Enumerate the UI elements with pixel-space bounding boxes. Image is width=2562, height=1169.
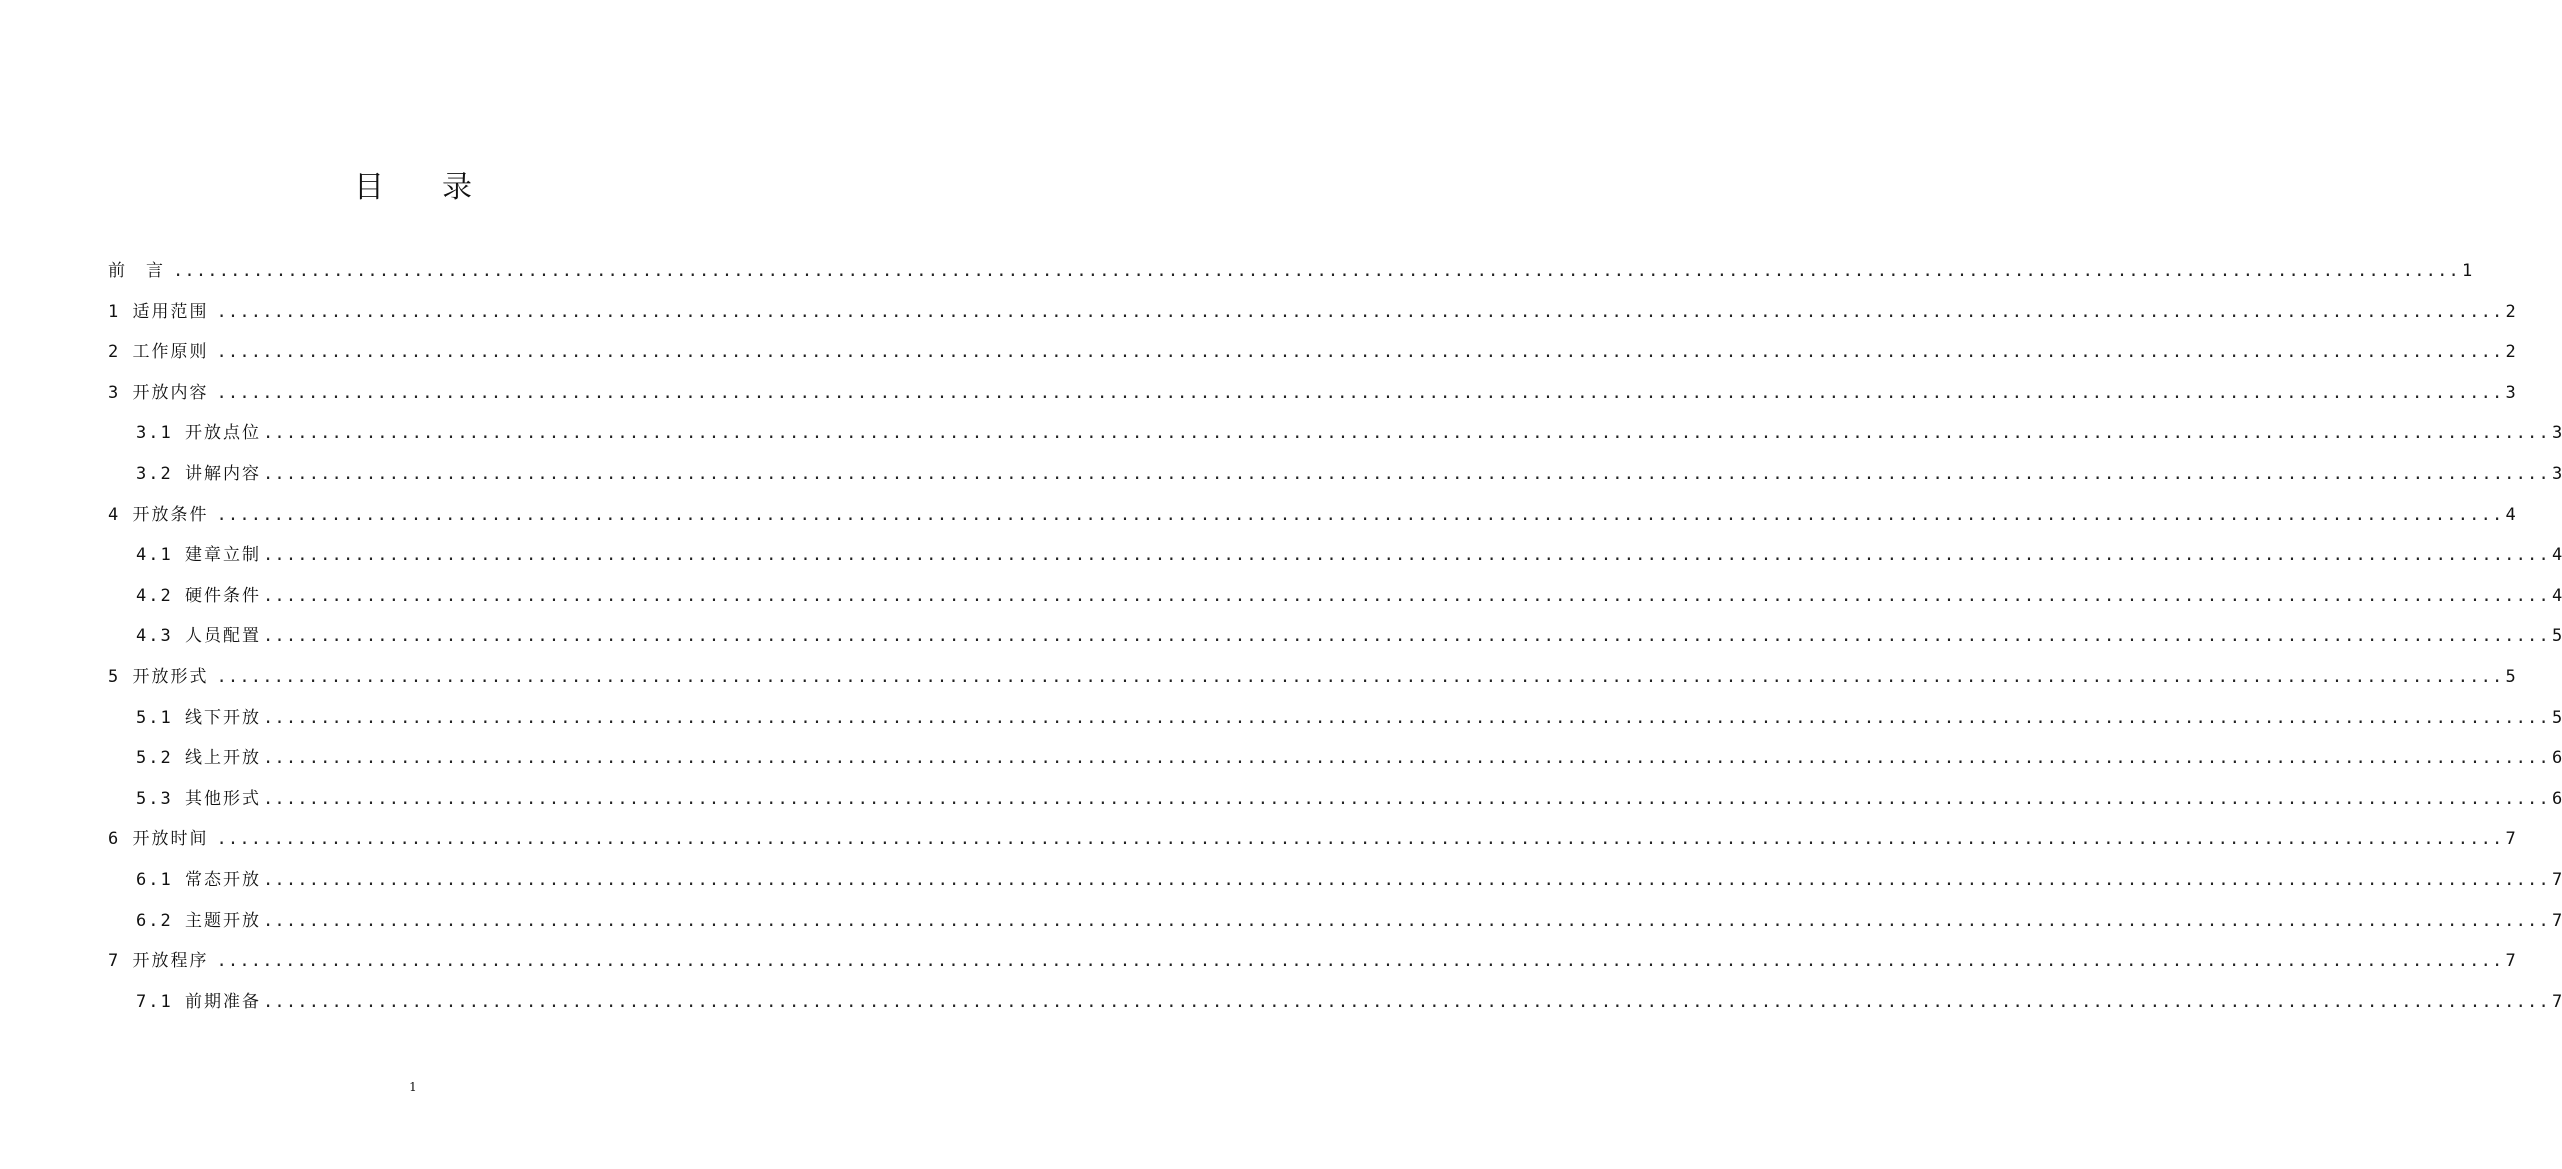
toc-entry[interactable] bbox=[108, 378, 2516, 419]
toc-entry[interactable] bbox=[108, 824, 2516, 865]
toc-leader-dots: ........................................................................................................................................................................................................ bbox=[216, 951, 2504, 972]
toc-entry-page: 2 bbox=[2505, 342, 2516, 363]
page-number: 1 bbox=[409, 1080, 417, 1094]
toc-leader-dots: ........................................................................................................................................................................................................ bbox=[262, 991, 2550, 1012]
toc-entry-page: 4 bbox=[2505, 504, 2516, 525]
toc-entry[interactable] bbox=[108, 418, 2562, 459]
toc-entry[interactable] bbox=[108, 906, 2562, 947]
toc-leader-dots: ........................................................................................................................................................................................................ bbox=[262, 748, 2550, 769]
toc-entry-label: 7 开放程序 bbox=[108, 951, 209, 972]
toc-entry-page: 3 bbox=[2551, 463, 2562, 484]
toc-entry[interactable] bbox=[108, 540, 2562, 581]
toc-leader-dots: ........................................................................................................................................................................................................ bbox=[216, 301, 2504, 322]
toc-leader-dots: ........................................................................................................................................................................................................ bbox=[216, 666, 2504, 687]
toc-entry[interactable] bbox=[108, 987, 2562, 1028]
toc-leader-dots: ........................................................................................................................................................................................................ bbox=[262, 545, 2550, 566]
toc-entry-label: 5.1 线下开放 bbox=[136, 707, 261, 728]
toc-entry[interactable] bbox=[108, 581, 2562, 622]
toc-entry-page: 7 bbox=[2551, 991, 2562, 1012]
toc-entry-page: 1 bbox=[2461, 261, 2473, 281]
toc-entry-label: 前 言 bbox=[108, 261, 165, 281]
toc-leader-dots: ........................................................................................................................................................................................................ bbox=[216, 504, 2504, 525]
toc-entry[interactable] bbox=[108, 662, 2516, 703]
toc-leader-dots: ........................................................................................................................................................................................................ bbox=[262, 626, 2550, 647]
toc-entry-page: 7 bbox=[2505, 951, 2516, 972]
toc-entry-label: 6 开放时间 bbox=[108, 829, 209, 850]
toc-entry-label: 5.3 其他形式 bbox=[136, 788, 261, 809]
toc-leader-dots: ........................................................................................................................................................................................................ bbox=[262, 707, 2550, 728]
toc-entry-page: 4 bbox=[2551, 545, 2562, 566]
toc-entry-label: 3.2 讲解内容 bbox=[136, 463, 261, 484]
toc-entry-label: 7.1 前期准备 bbox=[136, 991, 261, 1012]
toc-leader-dots: ........................................................................................................................................................................................................ bbox=[262, 423, 2550, 444]
toc-leader-dots: ........................................................................................................................................................................................................ bbox=[262, 910, 2550, 931]
toc-entry[interactable] bbox=[108, 500, 2516, 541]
toc-entry-label: 5.2 线上开放 bbox=[136, 748, 261, 769]
toc-entry[interactable] bbox=[108, 946, 2516, 987]
toc-entry-page: 6 bbox=[2551, 748, 2562, 769]
toc-entry-label: 3.1 开放点位 bbox=[136, 423, 261, 444]
toc-entry-page: 7 bbox=[2505, 829, 2516, 850]
toc-leader-dots: ........................................................................................................................................................................................................ bbox=[173, 261, 2460, 281]
toc-entry-label: 1 适用范围 bbox=[108, 301, 209, 322]
toc-entry[interactable] bbox=[108, 621, 2562, 662]
toc-entry[interactable] bbox=[108, 865, 2562, 906]
toc-entry-page: 5 bbox=[2505, 666, 2516, 687]
toc-leader-dots: ........................................................................................................................................................................................................ bbox=[216, 342, 2504, 363]
toc-entry[interactable] bbox=[108, 256, 2473, 297]
toc-entry-page: 7 bbox=[2551, 910, 2562, 931]
toc-entry-label: 3 开放内容 bbox=[108, 382, 209, 403]
toc-leader-dots: ........................................................................................................................................................................................................ bbox=[262, 585, 2550, 606]
table-of-contents bbox=[108, 256, 2562, 1027]
toc-entry-label: 4 开放条件 bbox=[108, 504, 209, 525]
toc-leader-dots: ........................................................................................................................................................................................................ bbox=[216, 382, 2504, 403]
toc-entry-label: 2 工作原则 bbox=[108, 342, 209, 363]
toc-entry[interactable] bbox=[108, 297, 2516, 338]
toc-entry-page: 4 bbox=[2551, 585, 2562, 606]
toc-entry[interactable] bbox=[108, 703, 2562, 744]
toc-entry[interactable] bbox=[108, 784, 2562, 825]
toc-entry-page: 5 bbox=[2551, 626, 2562, 647]
toc-leader-dots: ........................................................................................................................................................................................................ bbox=[262, 788, 2550, 809]
toc-entry-label: 6.2 主题开放 bbox=[136, 910, 261, 931]
toc-entry-label: 4.1 建章立制 bbox=[136, 545, 261, 566]
toc-entry-page: 5 bbox=[2551, 707, 2562, 728]
toc-entry-page: 6 bbox=[2551, 788, 2562, 809]
toc-leader-dots: ........................................................................................................................................................................................................ bbox=[262, 869, 2550, 890]
toc-entry[interactable] bbox=[108, 337, 2516, 378]
toc-entry[interactable] bbox=[108, 459, 2562, 500]
toc-entry-label: 6.1 常态开放 bbox=[136, 869, 261, 890]
toc-entry[interactable] bbox=[108, 743, 2562, 784]
page-title: 目录 bbox=[354, 170, 530, 205]
toc-entry-label: 4.3 人员配置 bbox=[136, 626, 261, 647]
toc-entry-page: 7 bbox=[2551, 869, 2562, 890]
toc-entry-label: 5 开放形式 bbox=[108, 666, 209, 687]
toc-leader-dots: ........................................................................................................................................................................................................ bbox=[216, 829, 2504, 850]
toc-entry-page: 3 bbox=[2505, 382, 2516, 403]
toc-leader-dots: ........................................................................................................................................................................................................ bbox=[262, 463, 2550, 484]
toc-entry-page: 3 bbox=[2551, 423, 2562, 444]
toc-entry-label: 4.2 硬件条件 bbox=[136, 585, 261, 606]
toc-entry-page: 2 bbox=[2505, 301, 2516, 322]
